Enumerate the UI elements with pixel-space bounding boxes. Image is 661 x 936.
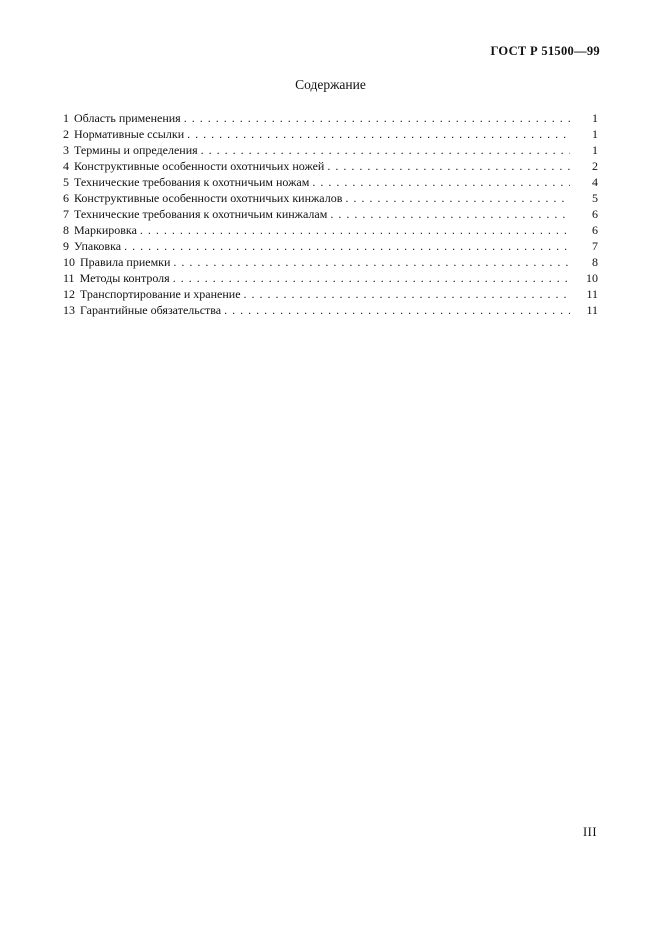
folio-page-number: III: [583, 825, 597, 839]
toc-dot-leader: [312, 174, 570, 190]
toc-entry: [63, 238, 598, 254]
toc-entry-page: 4: [592, 175, 598, 189]
toc-dot-leader: [201, 142, 570, 158]
toc-entry-page: 11: [586, 287, 598, 301]
toc-entry-page: 6: [592, 207, 598, 221]
toc-entry-number: 3: [63, 143, 69, 157]
toc-entry-title: Конструктивные особенности охотничьих кинжалов: [74, 191, 343, 205]
toc-entry-number: 5: [63, 175, 69, 189]
toc-entry-number: 13: [63, 303, 75, 317]
toc-entry-title: Термины и определения: [74, 143, 198, 157]
toc-entry-title: Методы контроля: [79, 271, 170, 285]
toc-entry-number: 2: [63, 127, 69, 141]
toc-entry-title: Конструктивные особенности охотничьих ножей: [74, 159, 325, 173]
toc-entry-page: 2: [592, 159, 598, 173]
page-title: Содержание: [295, 77, 366, 92]
toc-entry-number: 12: [63, 287, 75, 301]
toc-entry: [63, 286, 598, 302]
toc-entry: [63, 302, 598, 318]
toc-entry-title: Нормативные ссылки: [74, 127, 185, 141]
toc-dot-leader: [330, 206, 570, 222]
toc-entry-page: 5: [592, 191, 598, 205]
toc-entry-page: 1: [592, 143, 598, 157]
toc-entry: [63, 270, 598, 286]
toc-entry-number: 8: [63, 223, 69, 237]
toc-entry-title: Правила приемки: [80, 255, 171, 269]
toc-dot-leader: [327, 158, 570, 174]
toc-dot-leader: [187, 126, 570, 142]
toc-entry-page: 1: [592, 111, 598, 125]
toc-entry-page: 8: [592, 255, 598, 269]
toc-entry: [63, 206, 598, 222]
toc-entry-page: 6: [592, 223, 598, 237]
toc-entry-title: Упаковка: [74, 239, 122, 253]
toc-entry: [63, 174, 598, 190]
toc-dot-leader: [140, 222, 570, 238]
toc-entry-page: 1: [592, 127, 598, 141]
toc-entry-number: 7: [63, 207, 69, 221]
toc-dot-leader: [244, 286, 570, 302]
toc-entry-number: 10: [63, 255, 75, 269]
toc-entry-page: 7: [592, 239, 598, 253]
toc-entry-title: Маркировка: [74, 223, 137, 237]
toc-entry: [63, 158, 598, 174]
toc-dot-leader: [173, 254, 570, 270]
toc-entry: [63, 254, 598, 270]
toc-entry: [63, 110, 598, 126]
toc-entry-number: 6: [63, 191, 69, 205]
toc-dot-leader: [184, 110, 570, 126]
toc-entry-title: Область применения: [74, 111, 181, 125]
toc-dot-leader: [173, 270, 570, 286]
toc-dot-leader: [124, 238, 570, 254]
toc-dot-leader: [345, 190, 570, 206]
standard-code: ГОСТ Р 51500—99: [490, 44, 600, 58]
toc-entry-number: 1: [63, 111, 69, 125]
toc-entry-title: Транспортирование и хранение: [80, 287, 241, 301]
toc-entry: [63, 222, 598, 238]
toc-entry-title: Гарантийные обязательства: [80, 303, 222, 317]
toc-entry: [63, 190, 598, 206]
toc-entry-page: 11: [586, 303, 598, 317]
toc-entry-number: 11: [63, 271, 75, 285]
toc-entry: [63, 142, 598, 158]
toc-entry-page: 10: [586, 271, 598, 285]
toc-entry-title: Технические требования к охотничьим кинжалам: [74, 207, 328, 221]
toc-entry: [63, 126, 598, 142]
toc-entry-number: 4: [63, 159, 69, 173]
toc-entry-title: Технические требования к охотничьим ножам: [74, 175, 310, 189]
toc-entry-number: 9: [63, 239, 69, 253]
table-of-contents: [63, 110, 598, 318]
toc-dot-leader: [224, 302, 570, 318]
